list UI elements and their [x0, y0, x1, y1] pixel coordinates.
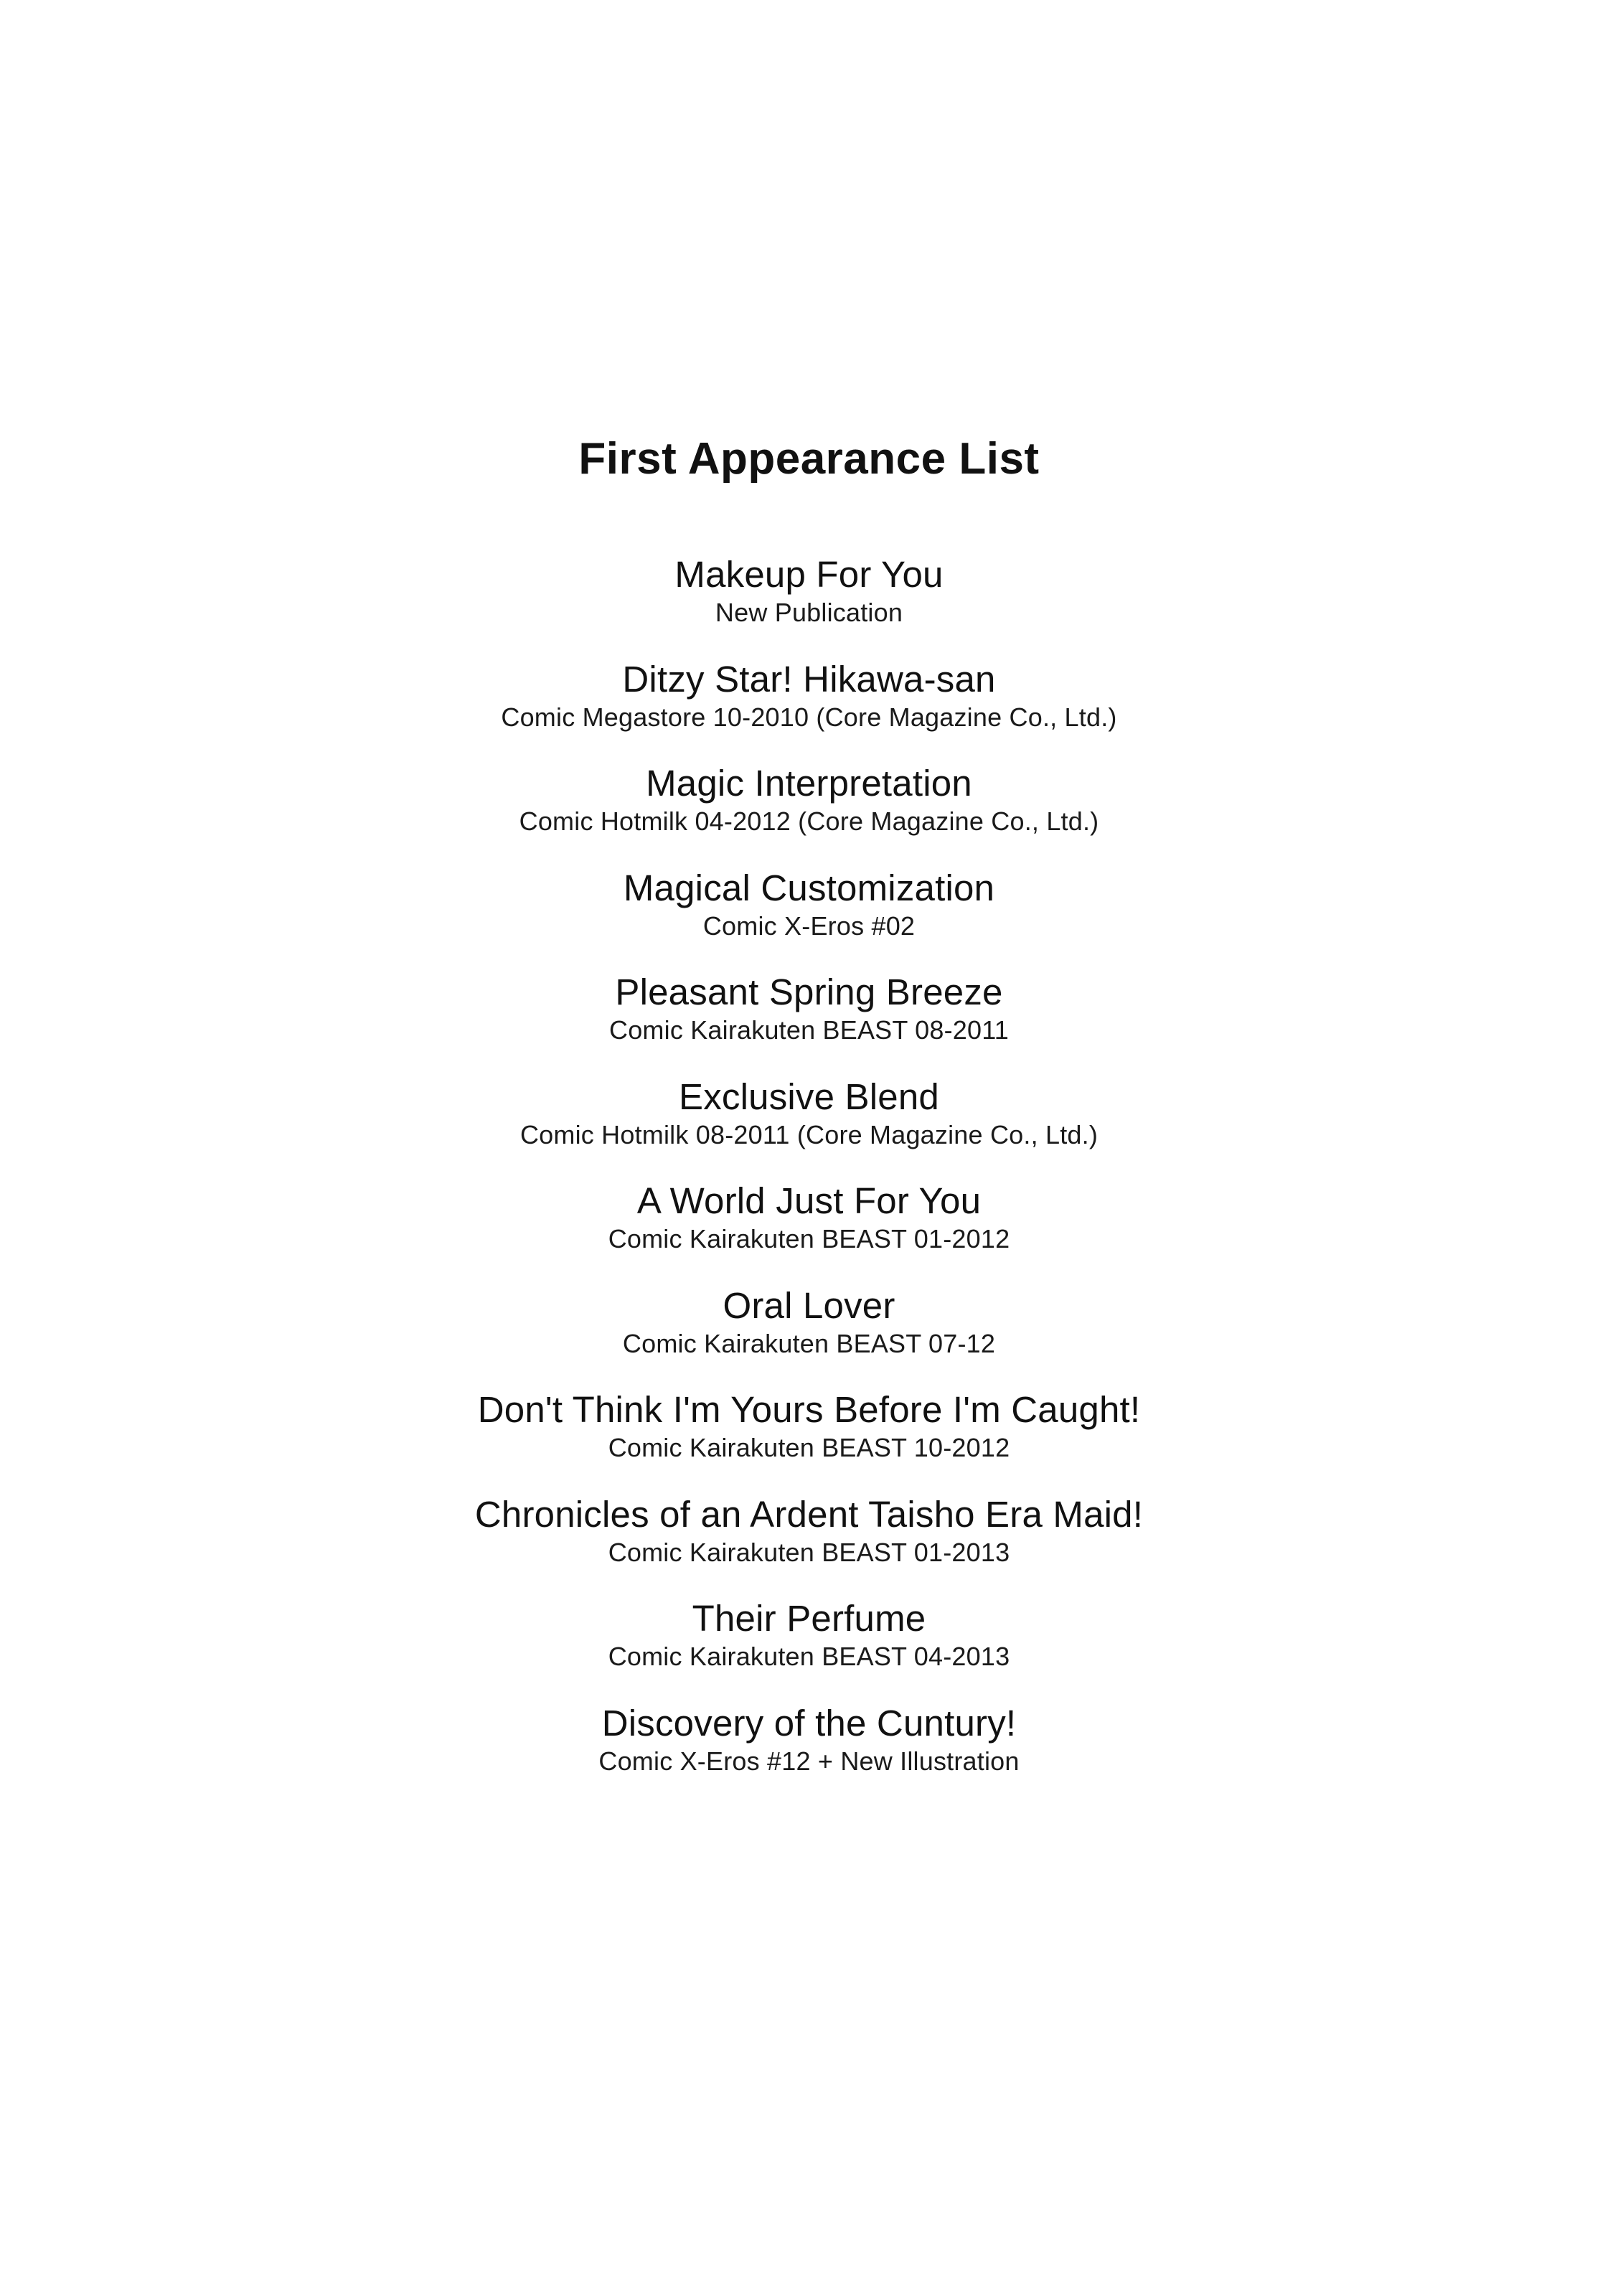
- entry-title: Their Perfume: [692, 1598, 926, 1639]
- list-item: [0, 1388, 1618, 1492]
- entry-title: Exclusive Blend: [678, 1076, 939, 1117]
- entry-title: Pleasant Spring Breeze: [615, 971, 1003, 1012]
- entry-title: Ditzy Star! Hikawa-san: [622, 658, 996, 700]
- entry-source: Comic Kairakuten BEAST 08-2011: [609, 1015, 1009, 1045]
- entry-source: Comic Kairakuten BEAST 10-2012: [608, 1433, 1010, 1462]
- entry-source: Comic Hotmilk 08-2011 (Core Magazine Co., Ltd.): [519, 1119, 1099, 1149]
- entry-source: New Publication: [715, 598, 903, 627]
- entry-source: Comic Kairakuten BEAST 04-2013: [608, 1642, 1010, 1671]
- list-item: [0, 1075, 1618, 1180]
- entry-title: A World Just For You: [636, 1180, 982, 1221]
- list-item: [0, 970, 1618, 1075]
- entry-source: Comic Megastore 10-2010 (Core Magazine Co., Ltd.): [501, 702, 1117, 732]
- entry-title: Discovery of the Cuntury!: [601, 1702, 1017, 1744]
- entry-title: Makeup For You: [674, 554, 944, 595]
- entry-source: Comic Hotmilk 04-2012 (Core Magazine Co., Ltd.): [519, 806, 1099, 836]
- appearance-list: [0, 552, 1618, 1805]
- list-item: [0, 1179, 1618, 1284]
- entry-source: Comic Kairakuten BEAST 07-12: [622, 1328, 996, 1358]
- entry-source: Comic X-Eros #12 + New Illustration: [598, 1746, 1020, 1776]
- list-item: [0, 657, 1618, 762]
- list-item: [0, 1701, 1618, 1806]
- entry-source: Comic Kairakuten BEAST 01-2012: [608, 1224, 1010, 1253]
- entry-title: Magic Interpretation: [646, 763, 972, 804]
- entry-source: Comic Kairakuten BEAST 01-2013: [608, 1537, 1010, 1567]
- list-item: [0, 552, 1618, 657]
- entry-title: Don't Think I'm Yours Before I'm Caught!: [477, 1389, 1141, 1430]
- list-item: [0, 1284, 1618, 1388]
- list-item: [0, 866, 1618, 971]
- page-title: First Appearance List: [578, 434, 1040, 484]
- list-item: [0, 1492, 1618, 1597]
- entry-title: Chronicles of an Ardent Taisho Era Maid!: [474, 1493, 1144, 1535]
- entry-title: Magical Customization: [623, 867, 995, 908]
- entry-source: Comic X-Eros #02: [702, 911, 916, 941]
- entry-title: Oral Lover: [723, 1284, 895, 1326]
- list-item: [0, 761, 1618, 866]
- list-item: [0, 1596, 1618, 1701]
